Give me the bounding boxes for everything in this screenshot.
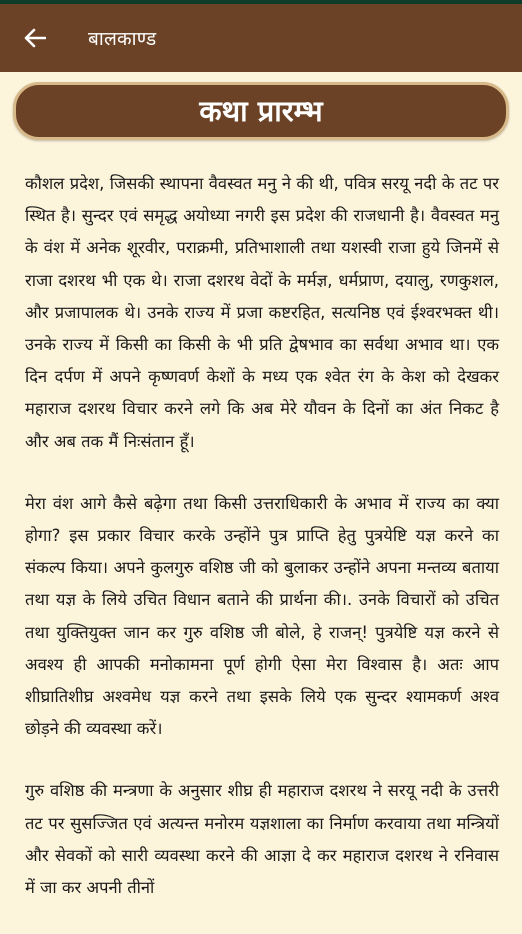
chapter-title: कथा प्रारम्भ (199, 93, 323, 128)
story-content (25, 168, 499, 934)
app-toolbar (0, 0, 522, 72)
toolbar-title: बालकाण्ड (88, 28, 157, 50)
arrow-left-icon (24, 28, 46, 48)
back-button[interactable] (0, 4, 70, 72)
story-paragraph: गुरु वशिष्ठ की मन्त्रणा के अनुसार शीघ्र ही महाराज दशरथ ने सरयू नदी के उत्तरी तट पर सुसज्जित एवं अत्यन्त मनोरम यज्ञशाला का निर्माण करवाया तथा मन्त्रियों और सेवकों को सारी व्यवस्था करने की आज्ञा दे कर महाराज दशरथ ने रनिवास में जा कर अपनी तीनों (25, 781, 499, 898)
story-paragraph: मेरा वंश आगे कैसे बढ़ेगा तथा किसी उत्तराधिकारी के अभाव में राज्य का क्या होगा? इस प्रकार विचार करके उन्होंने पुत्र प्राप्ति हेतु पुत्रयेष्टि यज्ञ करने का संकल्प किया। अपने कुलगुरु वशिष्ठ जी को बुलाकर उन्होंने अपना मन्तव्य बताया तथा यज्ञ के लिये उचित विधान बताने की प्रार्थना की।. उनके विचारों को उचित तथा युक्तियुक्त जान कर गुरु वशिष्ठ जी बोले, हे राजन्! पुत्रयेष्टि यज्ञ करने से अवश्य ही आपकी मनोकामना पूर्ण होगी ऐसा मेरा विश्वास है। अतः आप शीघ्रातिशीघ्र अश्वमेध यज्ञ करने तथा इसके लिये एक सुन्दर श्यामकर्ण अश्व छोड़ने की व्यवस्था करें। (25, 493, 499, 739)
chapter-title-card (13, 82, 509, 140)
story-paragraph: कौशल प्रदेश, जिसकी स्थापना वैवस्वत मनु ने की थी, पवित्र सरयू नदी के तट पर स्थित है। सुन्दर एवं समृद्ध अयोध्या नगरी इस प्रदेश की राजधानी है। वैवस्वत मनु के वंश में अनेक शूरवीर, पराक्रमी, प्रतिभाशाली तथा यशस्वी राजा हुये जिनमें से राजा दशरथ भी एक थे। राजा दशरथ वेदों के मर्मज्ञ, धर्मप्राण, दयालु, रणकुशल, और प्रजापालक थे। उनके राज्य में प्रजा कष्टरहित, सत्यनिष्ठ एवं ईश्वरभक्त थी। उनके राज्य में किसी का किसी के भी प्रति द्वेषभाव का सर्वथा अभाव था। एक दिन दर्पण में अपने कृष्णवर्ण केशों के मध्य एक श्वेत रंग के केश को देखकर महाराज दशरथ विचार करने लगे कि अब मेरे यौवन के दिनों का अंत निकट है और अब तक मैं निःसंतान हूँ। (25, 174, 499, 451)
